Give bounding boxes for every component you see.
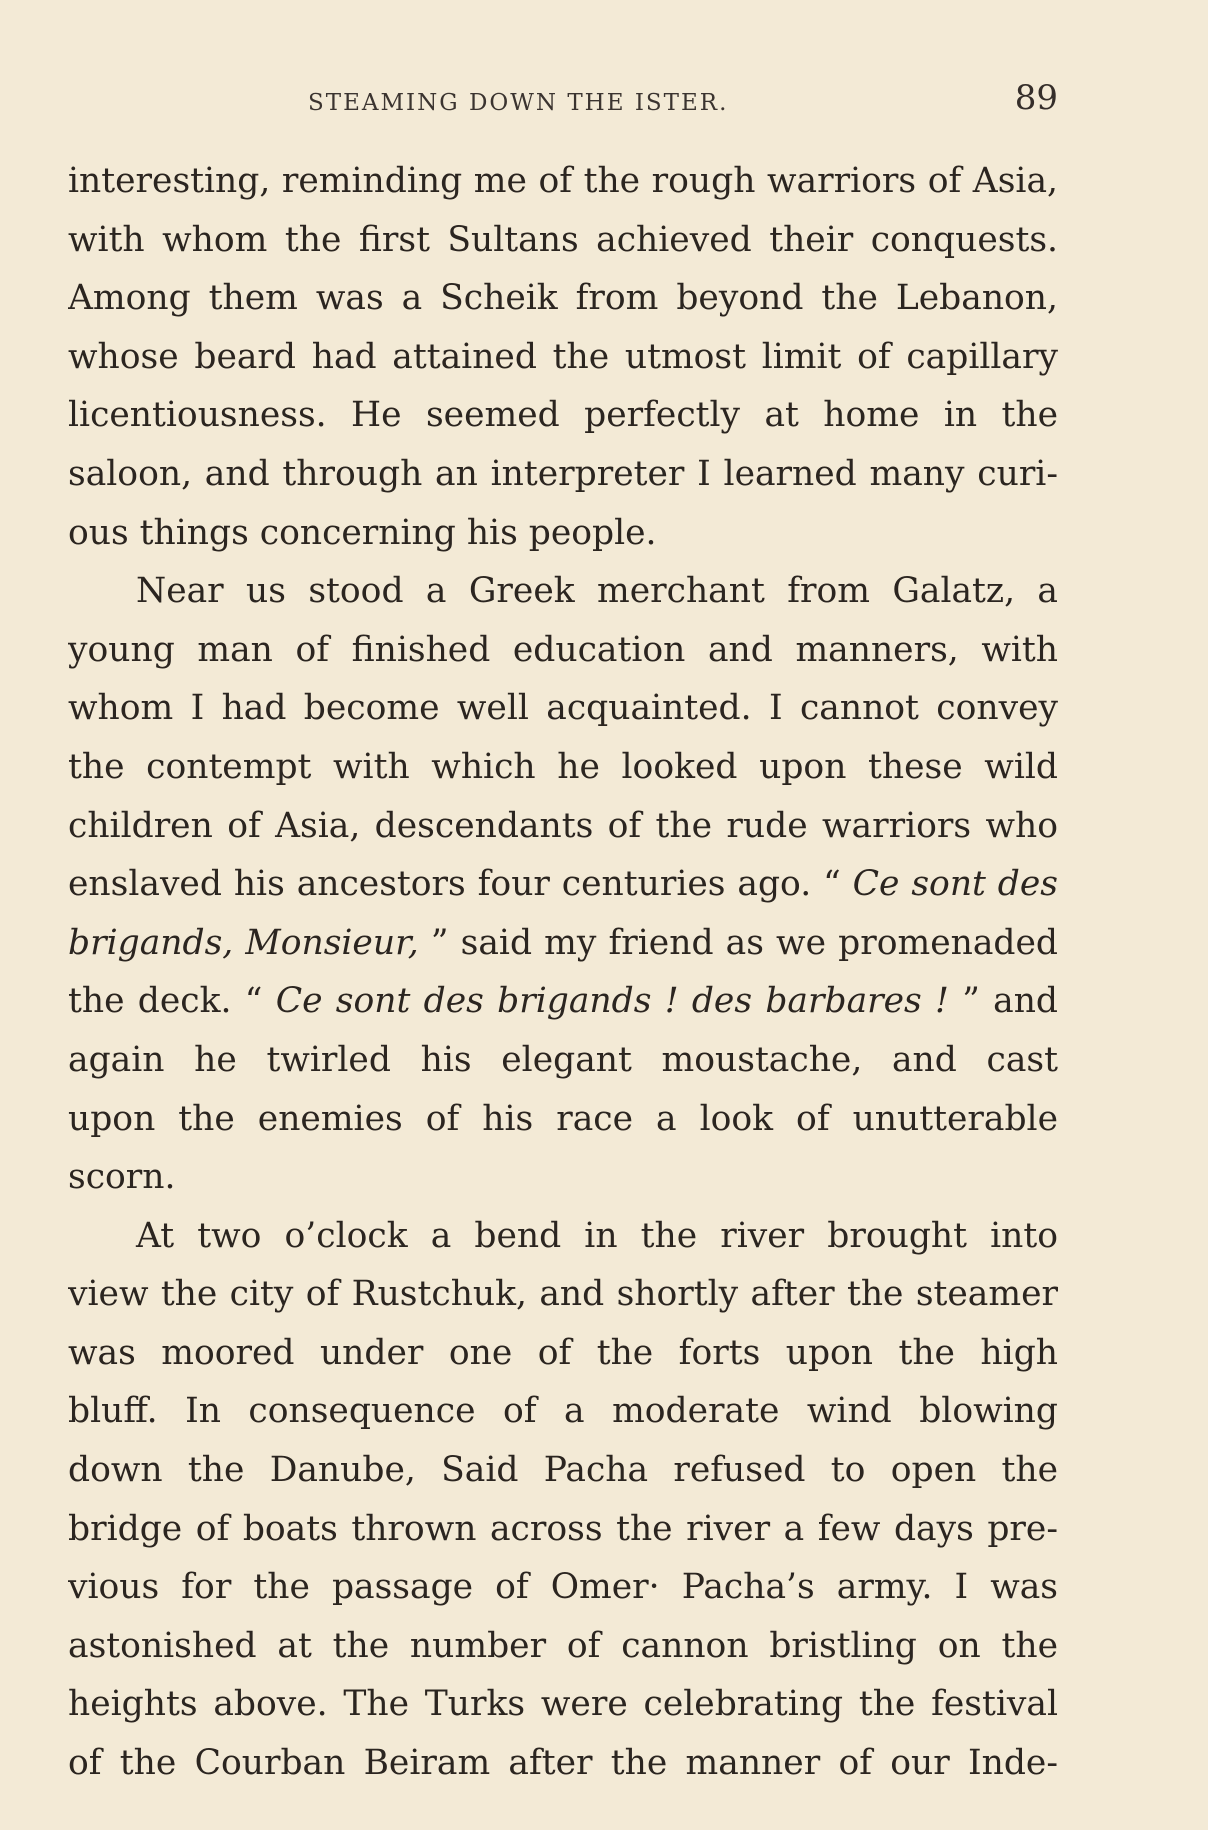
text-line: down the Danube, Said Pacha refused to open the (68, 1450, 1058, 1491)
text-line: whose beard had attained the utmost limit of capillary (68, 336, 1058, 377)
italic-phrase: brigands, Monsieur, (68, 922, 419, 963)
text-line (68, 855, 1058, 914)
italic-phrase: Ce sont des (852, 864, 1058, 905)
text-line: bluff. In consequence of a moderate wind blowing (68, 1391, 1058, 1432)
text-line: bridge of boats thrown across the river a few days pre- (68, 1508, 1058, 1549)
text-line (68, 972, 1058, 1031)
line-part: ” and (962, 981, 1058, 1022)
text-line: children of Asia, descendants of the rude warriors who (68, 805, 1058, 846)
text-line: again he twirled his elegant moustache, and cast (68, 1039, 1058, 1080)
text-line: saloon, and through an interpreter I learned many curi- (68, 453, 1058, 494)
italic-phrase: Ce sont des brigands ! des barbares ! (275, 981, 949, 1022)
text-line: astonished at the number of cannon bristling on the (68, 1625, 1058, 1666)
paragraph-start-line: Near us stood a Greek merchant from Galatz, a (136, 571, 1058, 612)
text-line: of the Courban Beiram after the manner of our Inde- (68, 1743, 1058, 1784)
paragraph-start-line: At two o’clock a bend in the river brought into (136, 1215, 1058, 1256)
text-line: licentiousness. He seemed perfectly at home in the (68, 395, 1058, 436)
body-text (68, 152, 1058, 1793)
text-line: upon the enemies of his race a look of unutterable (68, 1098, 1058, 1139)
text-line: Among them was a Scheik from beyond the Lebanon, (68, 278, 1058, 319)
line-part: the deck. “ (68, 981, 263, 1022)
text-line (68, 914, 1058, 973)
running-head: STEAMING DOWN THE ISTER. (308, 90, 729, 116)
text-line: young man of finished education and manners, with (68, 629, 1058, 670)
page-number: 89 (1014, 78, 1058, 118)
text-line: ous things concerning his people. (68, 512, 657, 553)
text-line: was moored under one of the forts upon the high (68, 1332, 1058, 1373)
text-line: interesting, reminding me of the rough warriors of Asia, (68, 161, 1058, 201)
text-line: with whom the first Sultans achieved their conquests. (68, 219, 1058, 260)
line-part: ” said my friend as we promenaded (430, 922, 1058, 963)
line-part: enslaved his ancestors four centuries ago. “ (68, 864, 841, 905)
text-line: whom I had become well acquainted. I cannot convey (68, 688, 1058, 729)
text-line: vious for the passage of Omer· Pacha’s army. I was (68, 1567, 1058, 1608)
page-header (68, 70, 1058, 120)
text-line: the contempt with which he looked upon these wild (68, 746, 1058, 787)
text-line: view the city of Rustchuk, and shortly after the steamer (68, 1274, 1058, 1315)
text-line: heights above. The Turks were celebrating the festival (68, 1684, 1058, 1725)
text-line: scorn. (68, 1157, 176, 1198)
